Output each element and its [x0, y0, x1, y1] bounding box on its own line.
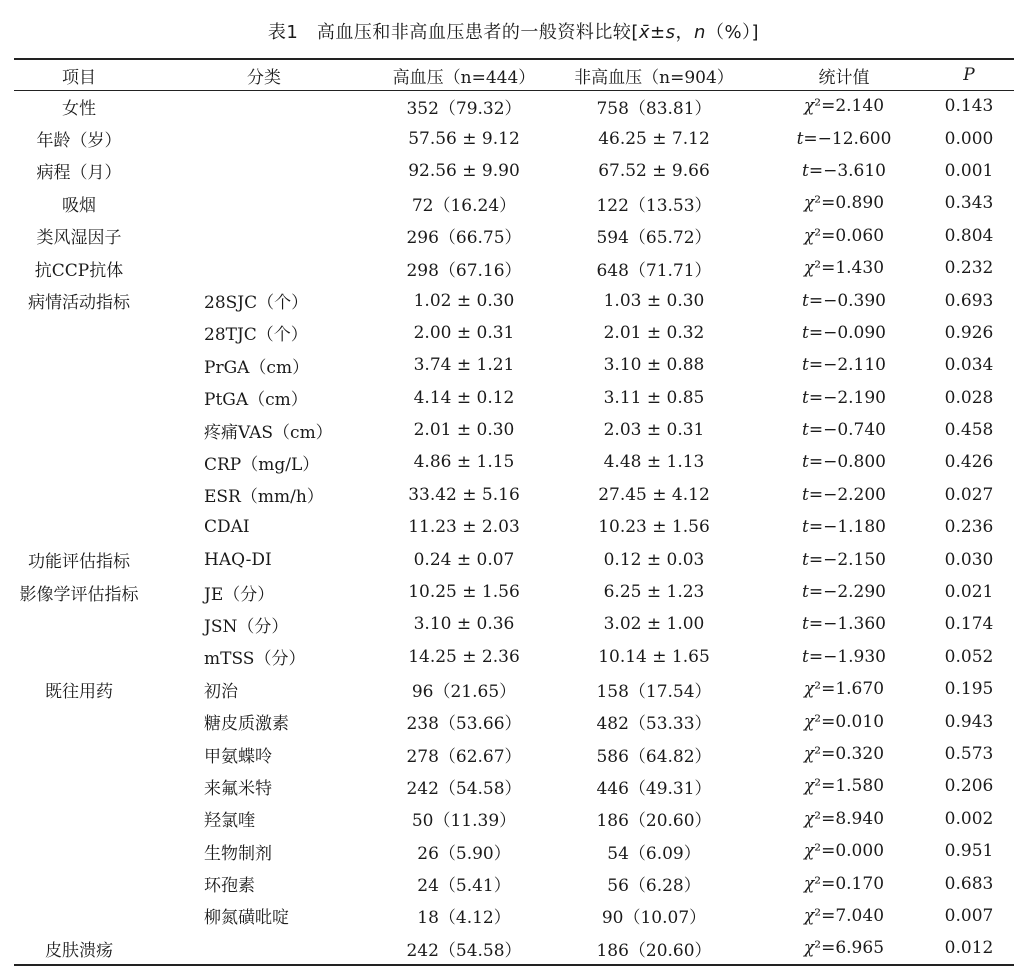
cell-item — [14, 414, 144, 446]
cell-non-htn: 6.25 ± 1.23 — [603, 582, 705, 603]
table-row — [14, 90, 1014, 122]
cell-category: 甲氨蝶呤 — [204, 746, 272, 767]
cell-item: 类风湿因子 — [36, 228, 122, 249]
cell-non-htn: 186（20.60） — [596, 940, 712, 961]
cell-category: 来氟米特 — [204, 778, 272, 799]
table-row — [14, 252, 1014, 284]
cell-stat: t=−2.200 — [802, 484, 886, 505]
cell-htn: 18（4.12） — [417, 908, 511, 929]
cell-htn: 50（11.39） — [411, 811, 517, 832]
cell-p: 0.206 — [944, 776, 994, 797]
cell-category: HAQ-DI — [204, 549, 272, 570]
table-row — [14, 187, 1014, 219]
table-row — [14, 900, 1014, 932]
cell-non-htn: 0.12 ± 0.03 — [603, 549, 705, 570]
cell-category: JE（分） — [204, 584, 275, 605]
cell-item: 病程（月） — [36, 163, 122, 184]
cell-non-htn: 4.48 ± 1.13 — [603, 452, 705, 473]
cell-stat: χ²=0.000 — [803, 841, 885, 862]
cell-non-htn: 186（20.60） — [596, 811, 712, 832]
header-item: 项目 — [62, 67, 96, 88]
cell-non-htn: 594（65.72） — [596, 228, 712, 249]
cell-non-htn: 2.03 ± 0.31 — [603, 420, 705, 441]
cell-p: 0.195 — [944, 679, 994, 700]
cell-item — [14, 738, 144, 770]
table-row — [14, 122, 1014, 154]
cell-p: 0.030 — [944, 549, 994, 570]
cell-category: 羟氯喹 — [204, 811, 255, 832]
cell-stat: χ²=0.060 — [803, 225, 885, 246]
cell-item — [14, 705, 144, 737]
cell-non-htn: 3.11 ± 0.85 — [603, 387, 705, 408]
cell-stat: t=−1.180 — [802, 517, 886, 538]
table-row — [14, 155, 1014, 187]
header-row — [14, 60, 1014, 90]
cell-non-htn: 54（6.09） — [607, 843, 701, 864]
cell-item: 吸烟 — [62, 195, 96, 216]
cell-stat: χ²=6.965 — [803, 938, 885, 959]
cell-item — [14, 867, 144, 899]
table-row — [14, 511, 1014, 543]
table-row — [14, 803, 1014, 835]
cell-p: 0.926 — [944, 322, 994, 343]
cell-non-htn: 10.14 ± 1.65 — [598, 646, 710, 667]
cell-p: 0.683 — [944, 873, 994, 894]
cell-non-htn: 67.52 ± 9.66 — [598, 160, 710, 181]
cell-stat: χ²=0.010 — [803, 711, 885, 732]
cell-category: PtGA（cm） — [204, 390, 308, 411]
cell-p: 0.034 — [944, 355, 994, 376]
cell-htn: 2.00 ± 0.31 — [413, 322, 515, 343]
cell-htn: 96（21.65） — [411, 681, 517, 702]
cell-item — [14, 641, 144, 673]
cell-p: 0.804 — [944, 225, 994, 246]
cell-item — [14, 511, 144, 543]
table-row — [14, 608, 1014, 640]
header-stat: 统计值 — [818, 67, 870, 88]
cell-category: mTSS（分） — [204, 649, 306, 670]
cell-item — [14, 835, 144, 867]
header-non-htn: 非高血压（n=904） — [574, 67, 734, 88]
cell-item — [14, 382, 144, 414]
table-row — [14, 220, 1014, 252]
table-row — [14, 446, 1014, 478]
cell-item — [14, 349, 144, 381]
cell-htn: 11.23 ± 2.03 — [408, 517, 520, 538]
cell-non-htn: 2.01 ± 0.32 — [603, 322, 705, 343]
title-pm: ± — [650, 22, 666, 43]
cell-stat: t=−0.390 — [802, 290, 886, 311]
cell-item: 皮肤溃疡 — [45, 940, 113, 961]
cell-p: 0.573 — [944, 744, 994, 764]
table-row — [14, 835, 1014, 867]
cell-non-htn: 46.25 ± 7.12 — [598, 128, 710, 149]
cell-category: 28TJC（个） — [204, 325, 308, 346]
cell-htn: 3.10 ± 0.36 — [413, 614, 515, 635]
cell-stat: t=−2.150 — [802, 549, 886, 570]
cell-htn: 242（54.58） — [406, 940, 522, 961]
cell-htn: 57.56 ± 9.12 — [408, 128, 520, 149]
cell-non-htn: 648（71.71） — [596, 260, 712, 281]
table-row — [14, 479, 1014, 511]
cell-p: 0.021 — [944, 582, 994, 603]
cell-category: CDAI — [204, 517, 250, 538]
cell-item: 年龄（岁） — [36, 131, 122, 152]
cell-non-htn: 56（6.28） — [607, 876, 701, 897]
cell-p: 0.426 — [944, 452, 994, 473]
table-row — [14, 349, 1014, 381]
cell-non-htn: 3.10 ± 0.88 — [603, 355, 705, 376]
cell-category: ESR（mm/h） — [204, 487, 324, 508]
title-n-symbol: n — [694, 22, 706, 43]
cell-stat: t=−1.930 — [802, 646, 886, 667]
cell-p: 0.693 — [944, 290, 994, 311]
cell-non-htn: 90（10.07） — [601, 908, 707, 929]
cell-non-htn: 482（53.33） — [596, 714, 712, 735]
cell-non-htn: 586（64.82） — [596, 746, 712, 767]
title-suffix: （%）] — [705, 22, 760, 43]
title-prefix: 表1 高血压和非高血压患者的一般资料比较[ — [267, 22, 639, 43]
cell-p: 0.236 — [944, 517, 994, 538]
cell-category: PrGA（cm） — [204, 357, 310, 378]
cell-non-htn: 1.03 ± 0.30 — [603, 290, 705, 311]
cell-stat: χ²=1.670 — [803, 679, 885, 700]
comparison-table — [14, 60, 1014, 965]
cell-category — [144, 252, 384, 284]
cell-p: 0.174 — [944, 614, 994, 635]
cell-stat: χ²=7.040 — [803, 905, 885, 926]
cell-htn: 4.14 ± 0.12 — [413, 387, 515, 408]
table-row — [14, 641, 1014, 673]
cell-htn: 14.25 ± 2.36 — [408, 646, 520, 667]
cell-non-htn: 122（13.53） — [596, 195, 712, 216]
cell-p: 0.943 — [944, 711, 994, 732]
cell-stat: t=−0.740 — [802, 420, 886, 441]
table-row — [14, 576, 1014, 608]
cell-stat: χ²=0.320 — [803, 744, 885, 764]
cell-item — [14, 900, 144, 932]
cell-stat: t=−3.610 — [802, 160, 886, 181]
cell-stat: t=−0.800 — [802, 452, 886, 473]
cell-stat: χ²=2.140 — [803, 96, 885, 117]
cell-category — [144, 187, 384, 219]
cell-p: 0.052 — [944, 646, 994, 667]
cell-stat: χ²=1.430 — [803, 258, 885, 279]
cell-htn: 298（67.16） — [406, 260, 522, 281]
table-row — [14, 705, 1014, 737]
cell-non-htn: 158（17.54） — [596, 681, 712, 702]
cell-category — [144, 155, 384, 187]
cell-item — [14, 446, 144, 478]
table-row — [14, 867, 1014, 899]
cell-htn: 296（66.75） — [406, 228, 522, 249]
cell-category: 28SJC（个） — [204, 293, 309, 314]
table-title — [0, 18, 1027, 44]
table-row — [14, 414, 1014, 446]
cell-item: 功能评估指标 — [28, 552, 130, 573]
cell-item — [14, 608, 144, 640]
cell-p: 0.012 — [944, 938, 994, 959]
cell-htn: 33.42 ± 5.16 — [408, 484, 520, 505]
cell-htn: 278（62.67） — [406, 746, 522, 767]
cell-non-htn: 446（49.31） — [596, 778, 712, 799]
cell-non-htn: 10.23 ± 1.56 — [598, 517, 710, 538]
cell-item: 女性 — [62, 98, 96, 119]
cell-stat: t=−1.360 — [802, 614, 886, 635]
cell-p: 0.028 — [944, 387, 994, 408]
cell-item: 影像学评估指标 — [19, 584, 139, 605]
table-row — [14, 932, 1014, 964]
cell-htn: 3.74 ± 1.21 — [413, 355, 515, 376]
cell-item: 病情活动指标 — [28, 293, 130, 314]
header-category: 分类 — [247, 67, 281, 88]
cell-item: 既往用药 — [45, 681, 113, 702]
cell-non-htn: 3.02 ± 1.00 — [603, 614, 705, 635]
cell-p: 0.027 — [944, 484, 994, 505]
cell-stat: t=−2.290 — [802, 582, 886, 603]
cell-stat: χ²=0.170 — [803, 873, 885, 894]
header-htn: 高血压（n=444） — [392, 67, 536, 88]
cell-htn: 72（16.24） — [411, 195, 517, 216]
cell-stat: t=−2.190 — [802, 387, 886, 408]
cell-category: JSN（分） — [204, 616, 289, 637]
cell-htn: 2.01 ± 0.30 — [413, 420, 515, 441]
cell-p: 0.002 — [944, 808, 994, 829]
cell-stat: χ²=8.940 — [803, 808, 885, 829]
cell-category: 生物制剂 — [204, 843, 272, 864]
cell-htn: 24（5.41） — [417, 876, 511, 897]
cell-htn: 352（79.32） — [406, 98, 522, 119]
cell-stat: t=−0.090 — [802, 322, 886, 343]
cell-p: 0.007 — [944, 905, 994, 926]
cell-stat: χ²=0.890 — [803, 193, 885, 214]
table-row — [14, 738, 1014, 770]
cell-stat: t=−2.110 — [802, 355, 886, 376]
cell-category: CRP（mg/L） — [204, 454, 320, 475]
cell-item — [14, 317, 144, 349]
cell-category: 环孢素 — [204, 876, 255, 897]
cell-htn: 242（54.58） — [406, 778, 522, 799]
header-p: P — [963, 65, 975, 85]
cell-non-htn: 758（83.81） — [596, 98, 712, 119]
cell-stat: χ²=1.580 — [803, 776, 885, 797]
cell-category — [144, 122, 384, 154]
cell-p: 0.458 — [944, 420, 994, 441]
cell-item — [14, 770, 144, 802]
title-mean-symbol: x̄ — [638, 22, 651, 43]
cell-category: 初治 — [204, 681, 238, 702]
table-row — [14, 543, 1014, 575]
cell-p: 0.343 — [944, 193, 994, 214]
cell-non-htn: 27.45 ± 4.12 — [598, 484, 710, 505]
cell-category — [144, 932, 384, 964]
cell-htn: 26（5.90） — [417, 843, 511, 864]
cell-category: 疼痛VAS（cm） — [204, 422, 333, 443]
cell-stat: t=−12.600 — [796, 128, 892, 149]
cell-category — [144, 220, 384, 252]
cell-htn: 0.24 ± 0.07 — [413, 549, 515, 570]
cell-htn: 92.56 ± 9.90 — [408, 160, 520, 181]
cell-category: 柳氮磺吡啶 — [204, 908, 289, 929]
table-row — [14, 284, 1014, 316]
cell-item — [14, 479, 144, 511]
cell-htn: 10.25 ± 1.56 — [408, 582, 520, 603]
cell-p: 0.143 — [944, 96, 994, 117]
title-s-symbol: s — [665, 22, 676, 43]
table-row — [14, 317, 1014, 349]
cell-htn: 238（53.66） — [406, 714, 522, 735]
cell-p: 0.001 — [944, 160, 994, 181]
cell-category — [144, 90, 384, 122]
cell-item — [14, 803, 144, 835]
cell-p: 0.000 — [944, 128, 994, 149]
title-sep: ， — [675, 22, 695, 43]
cell-htn: 1.02 ± 0.30 — [413, 290, 515, 311]
table-row — [14, 673, 1014, 705]
table-row — [14, 382, 1014, 414]
cell-item: 抗CCP抗体 — [34, 260, 124, 281]
cell-category: 糖皮质激素 — [204, 714, 289, 735]
cell-htn: 4.86 ± 1.15 — [413, 452, 515, 473]
cell-p: 0.951 — [944, 841, 994, 862]
table-row — [14, 770, 1014, 802]
cell-p: 0.232 — [944, 258, 994, 279]
